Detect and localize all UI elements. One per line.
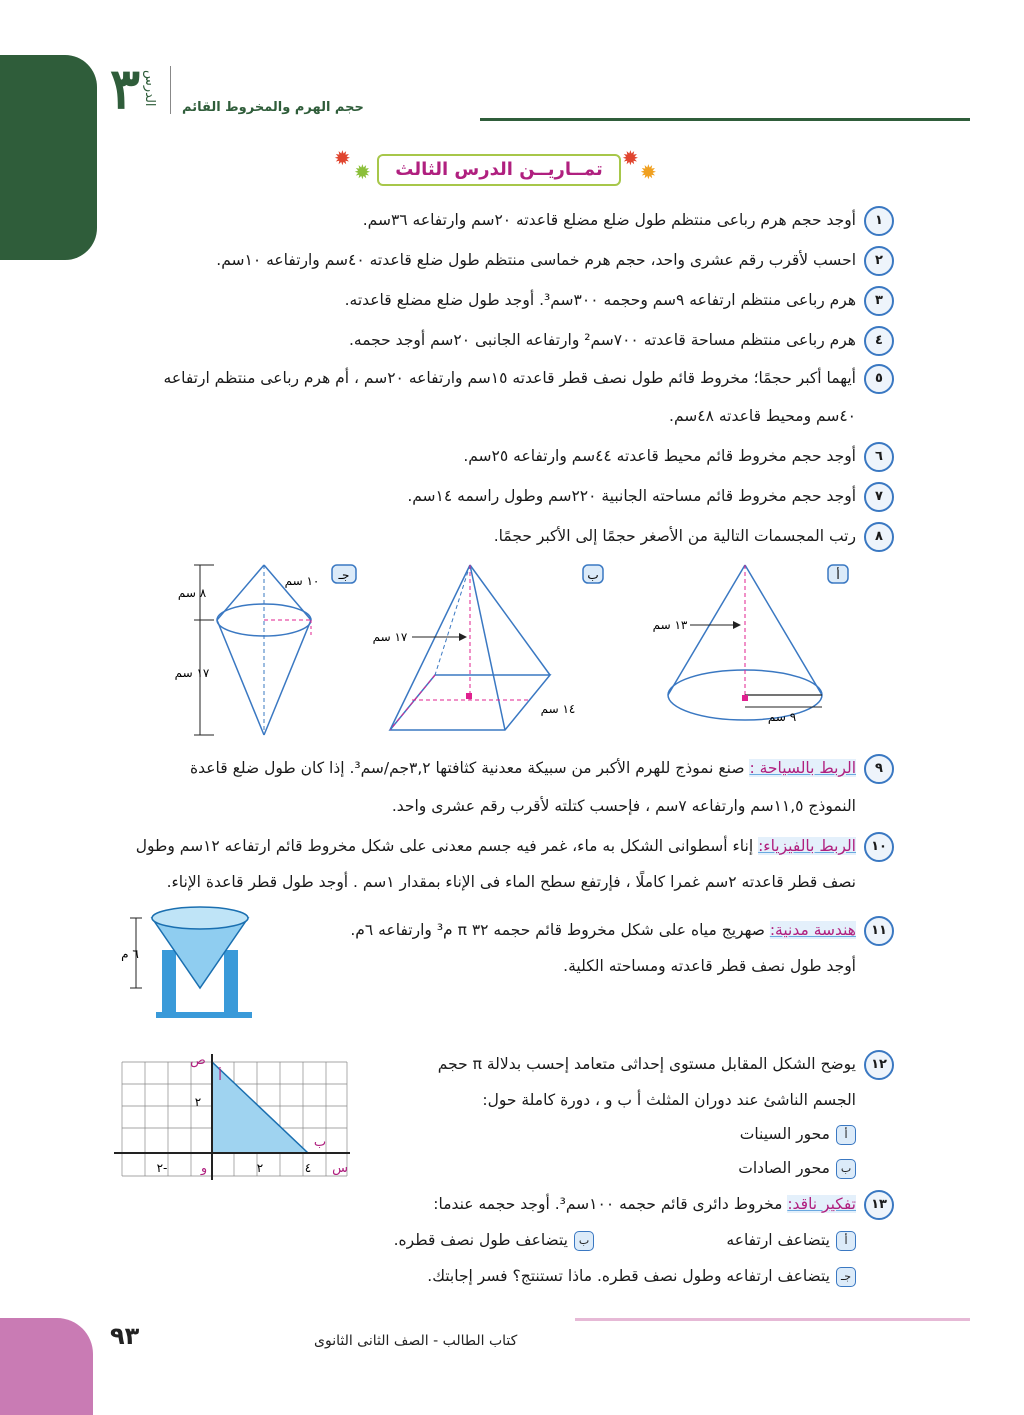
page-corner-tab bbox=[0, 1318, 93, 1415]
lesson-title: حجم الهرم والمخروط القائم bbox=[182, 100, 364, 115]
point-b-label: ب bbox=[313, 1135, 327, 1150]
option-label: أ bbox=[836, 1125, 856, 1145]
gear-icon: ✹ bbox=[640, 160, 657, 184]
exercise-text: نصف قطر قاعدته ٢سم غمرا كاملًا ، فإرتفع سطح الماء فى الإناء بمقدار ١سم . أوجد طول قطر قاعدة الإناء. bbox=[166, 873, 856, 891]
exercise-2 bbox=[216, 244, 894, 276]
exercise-8 bbox=[494, 520, 894, 552]
exercise-text: هرم رباعى منتظم ارتفاعه ٩سم وحجمه ٣٠٠سم³. أوجد طول ضلع مضلع قاعدته. bbox=[344, 291, 856, 309]
figure-b-side: ١٤ سم bbox=[540, 702, 576, 716]
option-label: ب bbox=[836, 1159, 856, 1179]
exercise-6 bbox=[463, 440, 894, 472]
exercise-text: رتب المجسمات التالية من الأصغر حجمًا إلى الأكبر حجمًا. bbox=[493, 527, 856, 545]
y-axis-label: ص bbox=[190, 1053, 206, 1068]
exercise-4 bbox=[349, 324, 894, 356]
exercise-number: ١٠ bbox=[864, 832, 894, 862]
topic-tag: تفكير ناقد: bbox=[787, 1195, 856, 1213]
lesson-header bbox=[110, 58, 970, 128]
exercise-text: احسب لأقرب رقم عشرى واحد، حجم هرم خماسى منتظم طول ضلع قاعدته ٤٠سم وارتفاعه ١٠سم. bbox=[216, 251, 856, 269]
exercise-number: ٣ bbox=[864, 286, 894, 316]
figure-a-label: أ bbox=[836, 568, 840, 582]
point-a-label: أ bbox=[218, 1069, 222, 1084]
exercise-11 bbox=[350, 914, 894, 946]
exercise-number: ١١ bbox=[864, 916, 894, 946]
figure-c-upper: ٨ سم bbox=[177, 586, 207, 600]
exercise-3 bbox=[345, 284, 894, 316]
lesson-word: الدرس bbox=[142, 70, 157, 107]
figure-c-lower: ١٧ سم bbox=[174, 666, 210, 680]
page-number: ٩٣ bbox=[110, 1322, 140, 1350]
exercise-number: ٧ bbox=[864, 482, 894, 512]
x-axis-label: س bbox=[332, 1161, 348, 1176]
exercise-text: أوجد طول نصف قطر قاعدته ومساحته الكلية. bbox=[563, 957, 856, 975]
exercise-text: أوجد حجم مخروط قائم محيط قاعدته ٤٤سم وارتفاعه ٢٥سم. bbox=[463, 447, 856, 465]
exercise-12-cont bbox=[482, 1084, 856, 1116]
x-tick-2: ٢ bbox=[256, 1161, 264, 1175]
topic-tag: الربط بالسياحة : bbox=[749, 759, 856, 777]
exercise-number: ١٢ bbox=[864, 1050, 894, 1080]
topic-tag: هندسة مدنية: bbox=[769, 921, 856, 939]
option-text: يتضاعف طول نصف قطره. bbox=[393, 1231, 568, 1249]
exercise-text: أوجد حجم هرم رباعى منتظم طول ضلع مضلع قاعدته ٢٠سم وارتفاعه ٣٦سم. bbox=[362, 211, 856, 229]
exercise-text: صنع نموذج للهرم الأكبر من سبيكة معدنية كثافتها ٣,٢جم/سم³. إذا كان طول ضلع قاعدة bbox=[190, 759, 745, 777]
topic-tag: الربط بالفيزياء: bbox=[758, 837, 856, 855]
exercise-text: ٤٠سم ومحيط قاعدته ٤٨سم. bbox=[669, 407, 856, 425]
lesson-number: ٣ bbox=[110, 56, 141, 122]
exercise-7 bbox=[407, 480, 894, 512]
exercise-13 bbox=[433, 1188, 894, 1220]
figure-c-label: جـ bbox=[338, 568, 350, 582]
exercise-number: ٨ bbox=[864, 522, 894, 552]
option-text: محور السينات bbox=[739, 1125, 830, 1143]
option-text: يتضاعف ارتفاعه وطول نصف قطره. ماذا تستنتج؟ فسر إجابتك. bbox=[427, 1267, 830, 1285]
exercise-text: أوجد حجم مخروط قائم مساحته الجانبية ٢٢٠سم وطول راسمه ١٤سم. bbox=[407, 487, 856, 505]
figure-c-radius: ١٠ سم bbox=[284, 574, 320, 588]
exercise-9-cont bbox=[392, 790, 856, 822]
exercise-11-cont bbox=[563, 950, 856, 982]
exercise-10 bbox=[136, 830, 894, 862]
exercise-number: ٦ bbox=[864, 442, 894, 472]
exercises-banner bbox=[332, 148, 662, 188]
gear-icon: ✹ bbox=[622, 146, 639, 170]
exercise-number: ٥ bbox=[864, 364, 894, 394]
option-label: جـ bbox=[836, 1267, 856, 1287]
exercise-9 bbox=[190, 752, 894, 784]
exercise-number: ١ bbox=[864, 206, 894, 236]
figure-b-label: ب bbox=[587, 568, 599, 582]
chapter-tab bbox=[0, 55, 97, 260]
figure-a-radius: ٩ سم bbox=[767, 710, 797, 724]
header-divider bbox=[170, 66, 171, 114]
exercise-text: النموذج ١١,٥سم وارتفاعه ٧سم ، فإحسب كتلته لأقرب رقم عشرى واحد. bbox=[391, 797, 856, 815]
tank-height-label: ٦ م bbox=[121, 947, 139, 961]
figure-c-double-cone bbox=[175, 565, 356, 735]
exercise-text: هرم رباعى منتظم مساحة قاعدته ٧٠٠سم² وارتفاعه الجانبى ٢٠سم أوجد حجمه. bbox=[348, 331, 856, 349]
x-tick-neg2: -٢ bbox=[156, 1161, 168, 1175]
banner-box bbox=[377, 154, 621, 186]
exercise-8-figures bbox=[174, 555, 880, 745]
figure-b-height: ١٧ سم bbox=[372, 630, 408, 644]
exercise-text: إناء أسطوانى الشكل به ماء، غمر فيه جسم معدنى على شكل مخروط قائم ارتفاعه ١٢سم وطول bbox=[135, 837, 754, 855]
water-tank-figure bbox=[110, 900, 270, 1025]
exercise-12-opt-a bbox=[740, 1118, 856, 1150]
exercise-text: أيهما أكبر حجمًا؛ مخروط قائم طول نصف قطر قاعدته ١٥سم وارتفاعه ٢٠سم ، أم هرم رباعى منتظم ارتفاعه bbox=[163, 369, 856, 387]
exercise-13-b bbox=[394, 1224, 594, 1256]
option-text: يتضاعف ارتفاعه bbox=[726, 1231, 830, 1249]
exercise-text: الجسم الناشئ عند دوران المثلث أ ب و ، دورة كاملة حول: bbox=[482, 1091, 856, 1109]
coordinate-graph bbox=[112, 1052, 352, 1182]
exercise-text: صهريج مياه على شكل مخروط قائم حجمه ٣٢ π م³ وارتفاعه ٦م. bbox=[350, 921, 765, 939]
exercise-10-cont bbox=[167, 866, 856, 898]
origin-label: و bbox=[200, 1161, 208, 1176]
exercise-12-opt-b bbox=[738, 1152, 856, 1184]
option-label: أ bbox=[836, 1231, 856, 1251]
exercise-5-cont bbox=[669, 400, 856, 432]
exercise-number: ١٣ bbox=[864, 1190, 894, 1220]
option-text: محور الصادات bbox=[738, 1159, 830, 1177]
figure-a-cone bbox=[653, 565, 848, 724]
exercise-text: مخروط دائرى قائم حجمه ١٠٠سم³. أوجد حجمه عندما: bbox=[433, 1195, 783, 1213]
exercise-number: ٩ bbox=[864, 754, 894, 784]
figure-a-slant: ١٣ سم bbox=[652, 618, 688, 632]
banner-title: تمــاريــن الدرس الثالث bbox=[395, 159, 603, 180]
figure-b-pyramid bbox=[373, 565, 603, 730]
option-label: ب bbox=[574, 1231, 594, 1251]
header-rule bbox=[480, 118, 970, 121]
x-tick-4: ٤ bbox=[304, 1161, 312, 1175]
exercise-13-c bbox=[427, 1260, 856, 1292]
exercise-13-a bbox=[726, 1224, 856, 1256]
y-tick-2: ٢ bbox=[194, 1095, 202, 1109]
gear-icon: ✹ bbox=[354, 160, 371, 184]
exercise-number: ٢ bbox=[864, 246, 894, 276]
exercise-text: يوضح الشكل المقابل مستوى إحداثى متعامد إحسب بدلالة π حجم bbox=[437, 1055, 856, 1073]
gear-icon: ✹ bbox=[334, 146, 351, 170]
exercise-5 bbox=[164, 362, 894, 394]
footer-book-title: كتاب الطالب - الصف الثانى الثانوى bbox=[314, 1333, 518, 1349]
exercise-12 bbox=[438, 1048, 894, 1080]
footer-rule bbox=[575, 1318, 970, 1321]
exercise-1 bbox=[363, 204, 894, 236]
exercise-number: ٤ bbox=[864, 326, 894, 356]
